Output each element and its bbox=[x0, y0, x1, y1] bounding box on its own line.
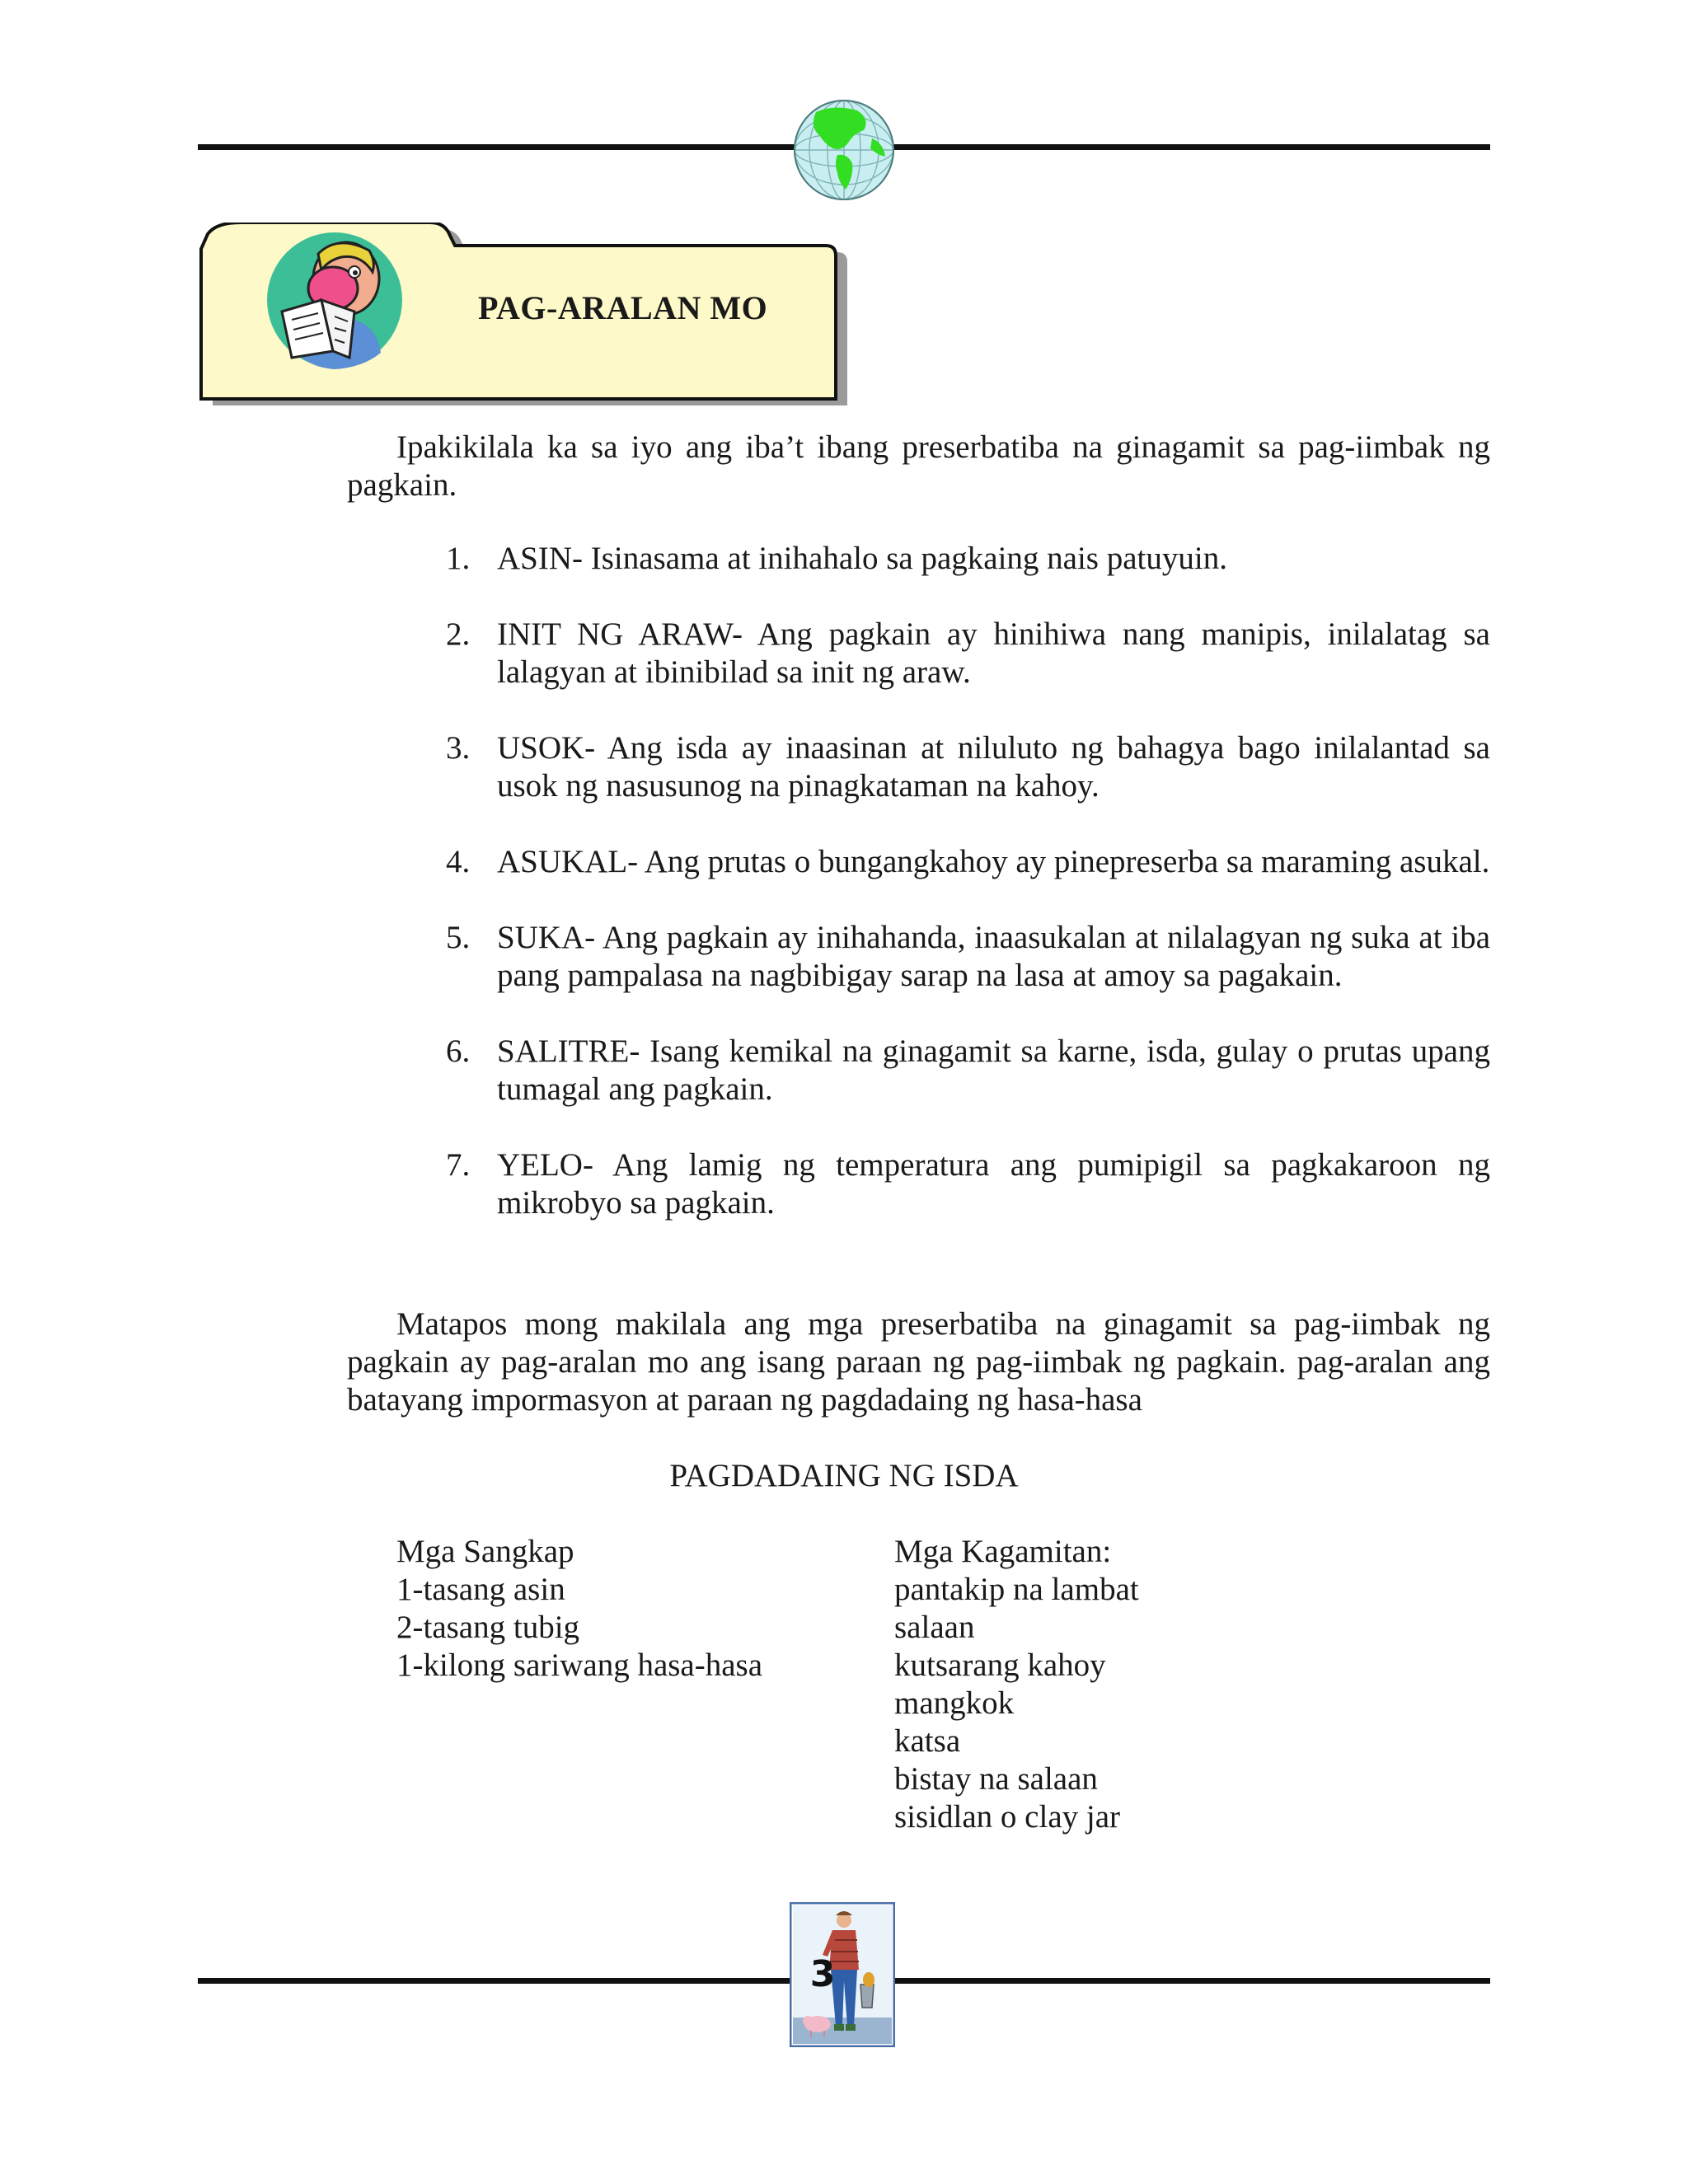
tool-item: bistay na salaan bbox=[894, 1761, 1098, 1797]
ingredients-column bbox=[396, 1533, 762, 1685]
ingredient-item: 2-tasang tubig bbox=[396, 1610, 580, 1645]
list-item-number: 4. bbox=[446, 844, 471, 879]
list-item-text: ASUKAL- Ang prutas o bungangkahoy ay pinepreserba sa maraming asukal. bbox=[497, 844, 1490, 879]
list-item-text: SUKA- Ang pagkain ay inihahanda, inaasukalan at nilalagyan ng suka at iba pang pampalasa na nagbibigay sarap na lasa at amoy sa pagakain. bbox=[497, 920, 1490, 993]
list-item bbox=[439, 1146, 1490, 1222]
list-item bbox=[439, 616, 1490, 691]
reader-avatar-icon bbox=[264, 229, 406, 371]
list-item-number: 5. bbox=[446, 920, 471, 955]
list-item-text: YELO- Ang lamig ng temperatura ang pumipigil sa pagkakaroon ng mikrobyo sa pagkain. bbox=[497, 1147, 1490, 1221]
bottom-rule-right bbox=[893, 1978, 1490, 1984]
ingredient-item: 1-tasang asin bbox=[396, 1572, 565, 1607]
tool-item: kutsarang kahoy bbox=[894, 1647, 1106, 1683]
ingredients-header: Mga Sangkap bbox=[396, 1534, 574, 1569]
list-item-number: 6. bbox=[446, 1033, 471, 1069]
outro-paragraph bbox=[347, 1305, 1490, 1419]
tool-item: katsa bbox=[894, 1723, 961, 1759]
list-item-text: ASIN- Isinasama at inihahalo sa pagkaing nais patuyuin. bbox=[497, 541, 1227, 576]
list-item-number: 3. bbox=[446, 730, 471, 766]
intro-paragraph bbox=[347, 429, 1490, 504]
top-rule-left bbox=[198, 144, 796, 150]
list-item bbox=[439, 1033, 1490, 1108]
outro-text: Matapos mong makilala ang mga preserbatiba na ginagamit sa pag-iimbak ng pagkain ay pag-aralan mo ang isang paraan ng pag-iimbak ng pagkain. pag-aralan ang batayang impormasyon at paraan ng pagdadaing ng hasa-hasa bbox=[347, 1306, 1490, 1418]
preservatives-list bbox=[439, 540, 1490, 1222]
top-rule-right bbox=[892, 144, 1490, 150]
list-item-text: SALITRE- Isang kemikal na ginagamit sa karne, isda, gulay o prutas upang tumagal ang pagkain. bbox=[497, 1033, 1490, 1107]
tool-item: pantakip na lambat bbox=[894, 1572, 1139, 1607]
list-item-number: 1. bbox=[446, 541, 471, 576]
tools-header: Mga Kagamitan: bbox=[894, 1534, 1112, 1569]
recipe-title: PAGDADAING NG ISDA bbox=[669, 1458, 1019, 1493]
list-item-number: 7. bbox=[446, 1147, 471, 1183]
list-item bbox=[439, 919, 1490, 995]
list-item bbox=[439, 540, 1490, 578]
globe-icon bbox=[791, 97, 897, 203]
bottom-rule-left bbox=[198, 1978, 793, 1984]
list-item-text: INIT NG ARAW- Ang pagkain ay hinihiwa nang manipis, inilalatag sa lalagyan at ibinibilad sa init ng araw. bbox=[497, 616, 1490, 690]
page-number: 3 bbox=[809, 1953, 836, 1995]
tools-column bbox=[894, 1533, 1139, 1836]
list-item-number: 2. bbox=[446, 616, 471, 652]
intro-text: Ipakikilala ka sa iyo ang iba’t ibang preserbatiba na ginagamit sa pag-iimbak ng pagkain. bbox=[347, 429, 1490, 503]
tool-item: salaan bbox=[894, 1610, 975, 1645]
section-title: PAG-ARALAN MO bbox=[478, 289, 768, 326]
list-item-text: USOK- Ang isda ay inaasinan at niluluto ng bahagya bago inilalantad sa usok ng nasusunog na pinagkataman na kahoy. bbox=[497, 730, 1490, 804]
list-item bbox=[439, 843, 1490, 881]
ingredient-item: 1-kilong sariwang hasa-hasa bbox=[396, 1647, 763, 1683]
tool-item: sisidlan o clay jar bbox=[894, 1799, 1121, 1835]
tool-item: mangkok bbox=[894, 1685, 1015, 1721]
list-item bbox=[439, 729, 1490, 805]
